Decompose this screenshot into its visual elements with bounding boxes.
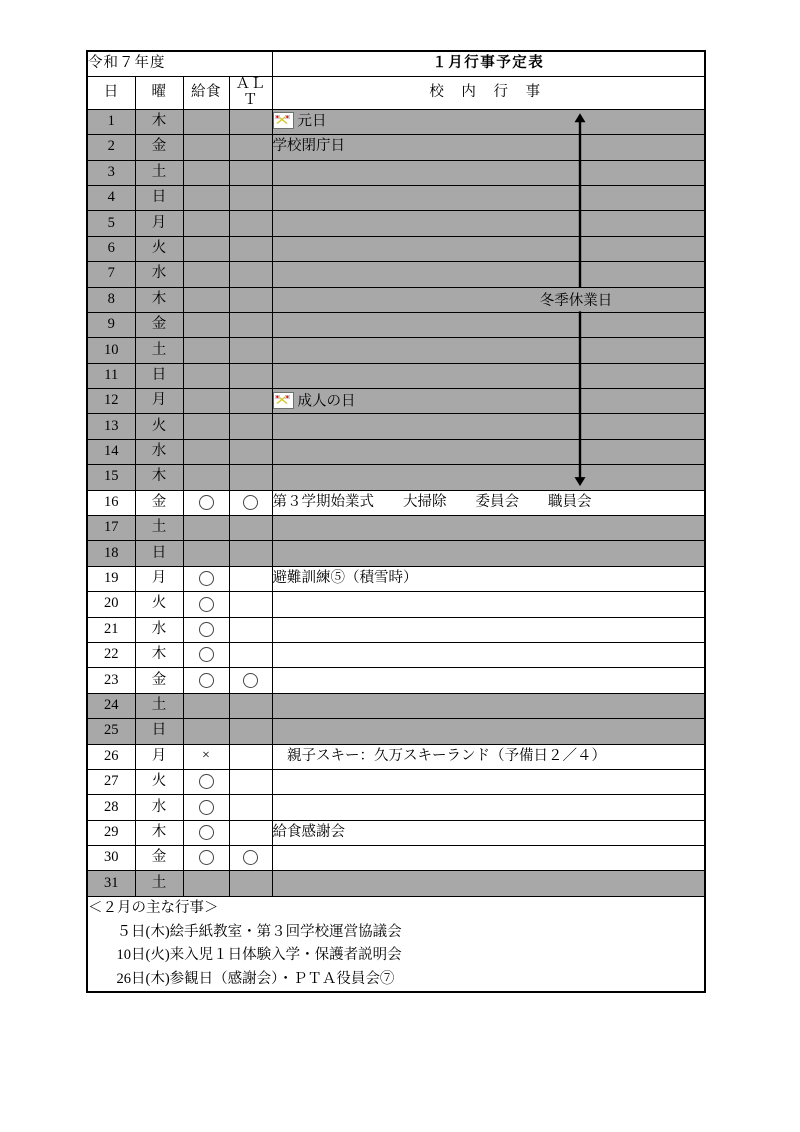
table-row xyxy=(87,795,705,820)
alt-mark-cell xyxy=(229,617,272,642)
table-row xyxy=(87,185,705,210)
event-cell xyxy=(272,363,705,388)
circle-mark xyxy=(199,571,214,586)
day-number: 13 xyxy=(87,414,135,439)
day-of-week: 土 xyxy=(135,693,183,718)
event-text: 元日 xyxy=(297,114,327,131)
day-of-week: 金 xyxy=(135,135,183,160)
event-cell xyxy=(272,312,705,337)
event-cell xyxy=(272,744,705,769)
february-note-item: 26日(木)参観日（感謝会）・ＰＴＡ役員会⑦ xyxy=(102,970,395,987)
lunch-mark-cell xyxy=(183,287,229,312)
day-of-week: 木 xyxy=(135,287,183,312)
event-text: 成人の日 xyxy=(297,393,356,410)
alt-mark-cell xyxy=(229,135,272,160)
lunch-mark-cell xyxy=(183,211,229,236)
circle-mark xyxy=(199,495,214,510)
calendar-sheet xyxy=(86,50,704,993)
day-number: 26 xyxy=(87,744,135,769)
lunch-mark-cell xyxy=(183,160,229,185)
lunch-mark-cell xyxy=(183,185,229,210)
day-number: 3 xyxy=(87,160,135,185)
day-of-week: 金 xyxy=(135,312,183,337)
table-row xyxy=(87,439,705,464)
event-cell xyxy=(272,541,705,566)
table-row xyxy=(87,363,705,388)
alt-mark-cell xyxy=(229,109,272,134)
day-of-week: 日 xyxy=(135,719,183,744)
table-row xyxy=(87,389,705,414)
lunch-mark-cell xyxy=(183,389,229,414)
circle-mark xyxy=(199,597,214,612)
alt-mark-cell xyxy=(229,363,272,388)
table-row xyxy=(87,312,705,337)
day-of-week: 火 xyxy=(135,769,183,794)
day-of-week: 金 xyxy=(135,846,183,871)
event-cell xyxy=(272,566,705,591)
era-year-label: 令和７年度 xyxy=(87,51,272,76)
lunch-mark-cell xyxy=(183,795,229,820)
lunch-mark-cell xyxy=(183,541,229,566)
event-cell xyxy=(272,820,705,845)
column-header-event: 校 内 行 事 xyxy=(272,76,705,109)
day-of-week: 水 xyxy=(135,617,183,642)
event-cell xyxy=(272,338,705,363)
alt-mark-cell xyxy=(229,795,272,820)
day-of-week: 日 xyxy=(135,185,183,210)
day-number: 5 xyxy=(87,211,135,236)
circle-mark xyxy=(199,647,214,662)
lunch-mark-cell xyxy=(183,236,229,261)
event-cell xyxy=(272,160,705,185)
winter-break-label: 冬季休業日 xyxy=(539,293,613,310)
day-of-week: 金 xyxy=(135,668,183,693)
event-cell xyxy=(272,668,705,693)
event-text: 学校閉庁日 xyxy=(272,138,345,155)
cross-mark: × xyxy=(202,748,210,764)
event-cell xyxy=(272,135,705,160)
table-row xyxy=(87,820,705,845)
day-number: 15 xyxy=(87,465,135,490)
event-cell xyxy=(272,262,705,287)
event-cell xyxy=(272,211,705,236)
event-cell xyxy=(272,617,705,642)
day-of-week: 木 xyxy=(135,465,183,490)
table-row xyxy=(87,566,705,591)
february-notes-heading: ＜２月の主な行事＞ xyxy=(88,899,219,916)
event-cell xyxy=(272,439,705,464)
day-of-week: 木 xyxy=(135,109,183,134)
table-row xyxy=(87,541,705,566)
table-row xyxy=(87,338,705,363)
lunch-mark-cell xyxy=(183,592,229,617)
day-number: 25 xyxy=(87,719,135,744)
february-notes xyxy=(87,896,705,992)
circle-mark xyxy=(199,774,214,789)
lunch-mark-cell xyxy=(183,312,229,337)
event-cell xyxy=(272,516,705,541)
day-of-week: 月 xyxy=(135,566,183,591)
day-number: 1 xyxy=(87,109,135,134)
day-of-week: 月 xyxy=(135,389,183,414)
column-header-lunch: 給食 xyxy=(183,76,229,109)
event-cell xyxy=(272,642,705,667)
alt-mark-cell xyxy=(229,871,272,896)
lunch-mark-cell xyxy=(183,642,229,667)
day-of-week: 金 xyxy=(135,490,183,515)
alt-mark-cell xyxy=(229,465,272,490)
day-of-week: 火 xyxy=(135,592,183,617)
day-of-week: 水 xyxy=(135,795,183,820)
table-row xyxy=(87,871,705,896)
alt-mark-cell xyxy=(229,389,272,414)
day-number: 14 xyxy=(87,439,135,464)
alt-mark-cell xyxy=(229,490,272,515)
lunch-mark-cell xyxy=(183,490,229,515)
table-row xyxy=(87,490,705,515)
circle-mark xyxy=(199,800,214,815)
lunch-mark-cell xyxy=(183,719,229,744)
day-of-week: 火 xyxy=(135,414,183,439)
circle-mark xyxy=(199,850,214,865)
day-number: 6 xyxy=(87,236,135,261)
day-number: 21 xyxy=(87,617,135,642)
table-row xyxy=(87,262,705,287)
table-row xyxy=(87,846,705,871)
table-row xyxy=(87,744,705,769)
lunch-mark-cell xyxy=(183,871,229,896)
event-cell xyxy=(272,490,705,515)
day-number: 18 xyxy=(87,541,135,566)
day-of-week: 木 xyxy=(135,642,183,667)
lunch-mark-cell xyxy=(183,668,229,693)
alt-mark-cell xyxy=(229,719,272,744)
day-of-week: 土 xyxy=(135,516,183,541)
event-cell xyxy=(272,389,705,414)
table-row xyxy=(87,287,705,312)
day-number: 23 xyxy=(87,668,135,693)
day-number: 20 xyxy=(87,592,135,617)
lunch-mark-cell xyxy=(183,262,229,287)
table-row xyxy=(87,516,705,541)
alt-mark-cell xyxy=(229,414,272,439)
alt-mark-cell xyxy=(229,693,272,718)
day-of-week: 土 xyxy=(135,160,183,185)
event-cell xyxy=(272,465,705,490)
alt-mark-cell xyxy=(229,668,272,693)
alt-mark-cell xyxy=(229,160,272,185)
february-note-item: ５日(木)絵手紙教室・第３回学校運営協議会 xyxy=(102,923,402,940)
day-of-week: 月 xyxy=(135,744,183,769)
event-cell xyxy=(272,846,705,871)
circle-mark xyxy=(243,495,258,510)
circle-mark xyxy=(199,673,214,688)
event-cell xyxy=(272,109,705,134)
table-row xyxy=(87,592,705,617)
table-row xyxy=(87,160,705,185)
alt-mark-cell xyxy=(229,642,272,667)
day-number: 2 xyxy=(87,135,135,160)
event-text: 避難訓練⑤（積雪時） xyxy=(272,569,418,586)
day-number: 28 xyxy=(87,795,135,820)
lunch-mark-cell xyxy=(183,516,229,541)
column-header-alt: ＡＬＴ xyxy=(229,76,272,109)
day-of-week: 水 xyxy=(135,262,183,287)
day-of-week: 水 xyxy=(135,439,183,464)
day-number: 16 xyxy=(87,490,135,515)
column-header-dow: 曜 xyxy=(135,76,183,109)
crossed-flags-icon xyxy=(273,112,294,129)
lunch-mark-cell xyxy=(183,338,229,363)
february-notes-row xyxy=(87,896,705,992)
day-of-week: 火 xyxy=(135,236,183,261)
table-row xyxy=(87,109,705,134)
day-number: 27 xyxy=(87,769,135,794)
alt-mark-cell xyxy=(229,287,272,312)
day-number: 4 xyxy=(87,185,135,210)
lunch-mark-cell xyxy=(183,414,229,439)
alt-mark-cell xyxy=(229,338,272,363)
title-row xyxy=(87,51,705,76)
alt-mark-cell xyxy=(229,820,272,845)
event-cell xyxy=(272,719,705,744)
alt-mark-cell xyxy=(229,312,272,337)
day-number: 17 xyxy=(87,516,135,541)
alt-mark-cell xyxy=(229,236,272,261)
event-cell xyxy=(272,185,705,210)
lunch-mark-cell xyxy=(183,820,229,845)
alt-mark-cell xyxy=(229,211,272,236)
column-header-row xyxy=(87,76,705,109)
day-number: 8 xyxy=(87,287,135,312)
day-number: 12 xyxy=(87,389,135,414)
table-row xyxy=(87,135,705,160)
table-row xyxy=(87,642,705,667)
circle-mark xyxy=(243,673,258,688)
lunch-mark-cell xyxy=(183,109,229,134)
day-number: 22 xyxy=(87,642,135,667)
lunch-mark-cell xyxy=(183,846,229,871)
alt-mark-cell xyxy=(229,541,272,566)
day-of-week: 日 xyxy=(135,363,183,388)
table-row xyxy=(87,211,705,236)
day-number: 9 xyxy=(87,312,135,337)
day-number: 10 xyxy=(87,338,135,363)
alt-mark-cell xyxy=(229,592,272,617)
day-number: 29 xyxy=(87,820,135,845)
lunch-mark-cell xyxy=(183,769,229,794)
day-of-week: 土 xyxy=(135,338,183,363)
circle-mark xyxy=(199,622,214,637)
circle-mark xyxy=(199,825,214,840)
table-row xyxy=(87,693,705,718)
crossed-flags-icon xyxy=(273,392,294,409)
lunch-mark-cell xyxy=(183,744,229,769)
table-row xyxy=(87,668,705,693)
alt-mark-cell xyxy=(229,262,272,287)
event-cell xyxy=(272,795,705,820)
lunch-mark-cell xyxy=(183,439,229,464)
alt-mark-cell xyxy=(229,516,272,541)
day-number: 31 xyxy=(87,871,135,896)
table-row xyxy=(87,414,705,439)
lunch-mark-cell xyxy=(183,566,229,591)
lunch-mark-cell xyxy=(183,363,229,388)
circle-mark xyxy=(243,850,258,865)
event-text: 親子スキー：久万スキーランド（予備日２／４） xyxy=(272,747,606,764)
table-row xyxy=(87,719,705,744)
event-cell xyxy=(272,287,705,312)
day-number: 30 xyxy=(87,846,135,871)
february-note-item: 10日(火)来入児１日体験入学・保護者説明会 xyxy=(102,947,402,964)
table-row xyxy=(87,769,705,794)
event-cell xyxy=(272,414,705,439)
table-row xyxy=(87,236,705,261)
alt-mark-cell xyxy=(229,744,272,769)
day-of-week: 木 xyxy=(135,820,183,845)
monthly-schedule-table xyxy=(86,50,706,993)
lunch-mark-cell xyxy=(183,135,229,160)
event-cell xyxy=(272,592,705,617)
event-cell xyxy=(272,769,705,794)
lunch-mark-cell xyxy=(183,465,229,490)
day-number: 7 xyxy=(87,262,135,287)
lunch-mark-cell xyxy=(183,617,229,642)
event-cell xyxy=(272,693,705,718)
alt-mark-cell xyxy=(229,185,272,210)
day-of-week: 土 xyxy=(135,871,183,896)
alt-mark-cell xyxy=(229,566,272,591)
day-number: 11 xyxy=(87,363,135,388)
alt-mark-cell xyxy=(229,439,272,464)
page-title: １月行事予定表 xyxy=(272,51,705,76)
day-number: 19 xyxy=(87,566,135,591)
day-number: 24 xyxy=(87,693,135,718)
column-header-day: 日 xyxy=(87,76,135,109)
alt-mark-cell xyxy=(229,846,272,871)
event-text: 第３学期始業式 大掃除 委員会 職員会 xyxy=(272,493,592,510)
lunch-mark-cell xyxy=(183,693,229,718)
event-cell xyxy=(272,236,705,261)
table-row xyxy=(87,465,705,490)
day-of-week: 日 xyxy=(135,541,183,566)
event-cell xyxy=(272,871,705,896)
event-text: 給食感謝会 xyxy=(272,823,345,840)
table-row xyxy=(87,617,705,642)
alt-mark-cell xyxy=(229,769,272,794)
day-of-week: 月 xyxy=(135,211,183,236)
